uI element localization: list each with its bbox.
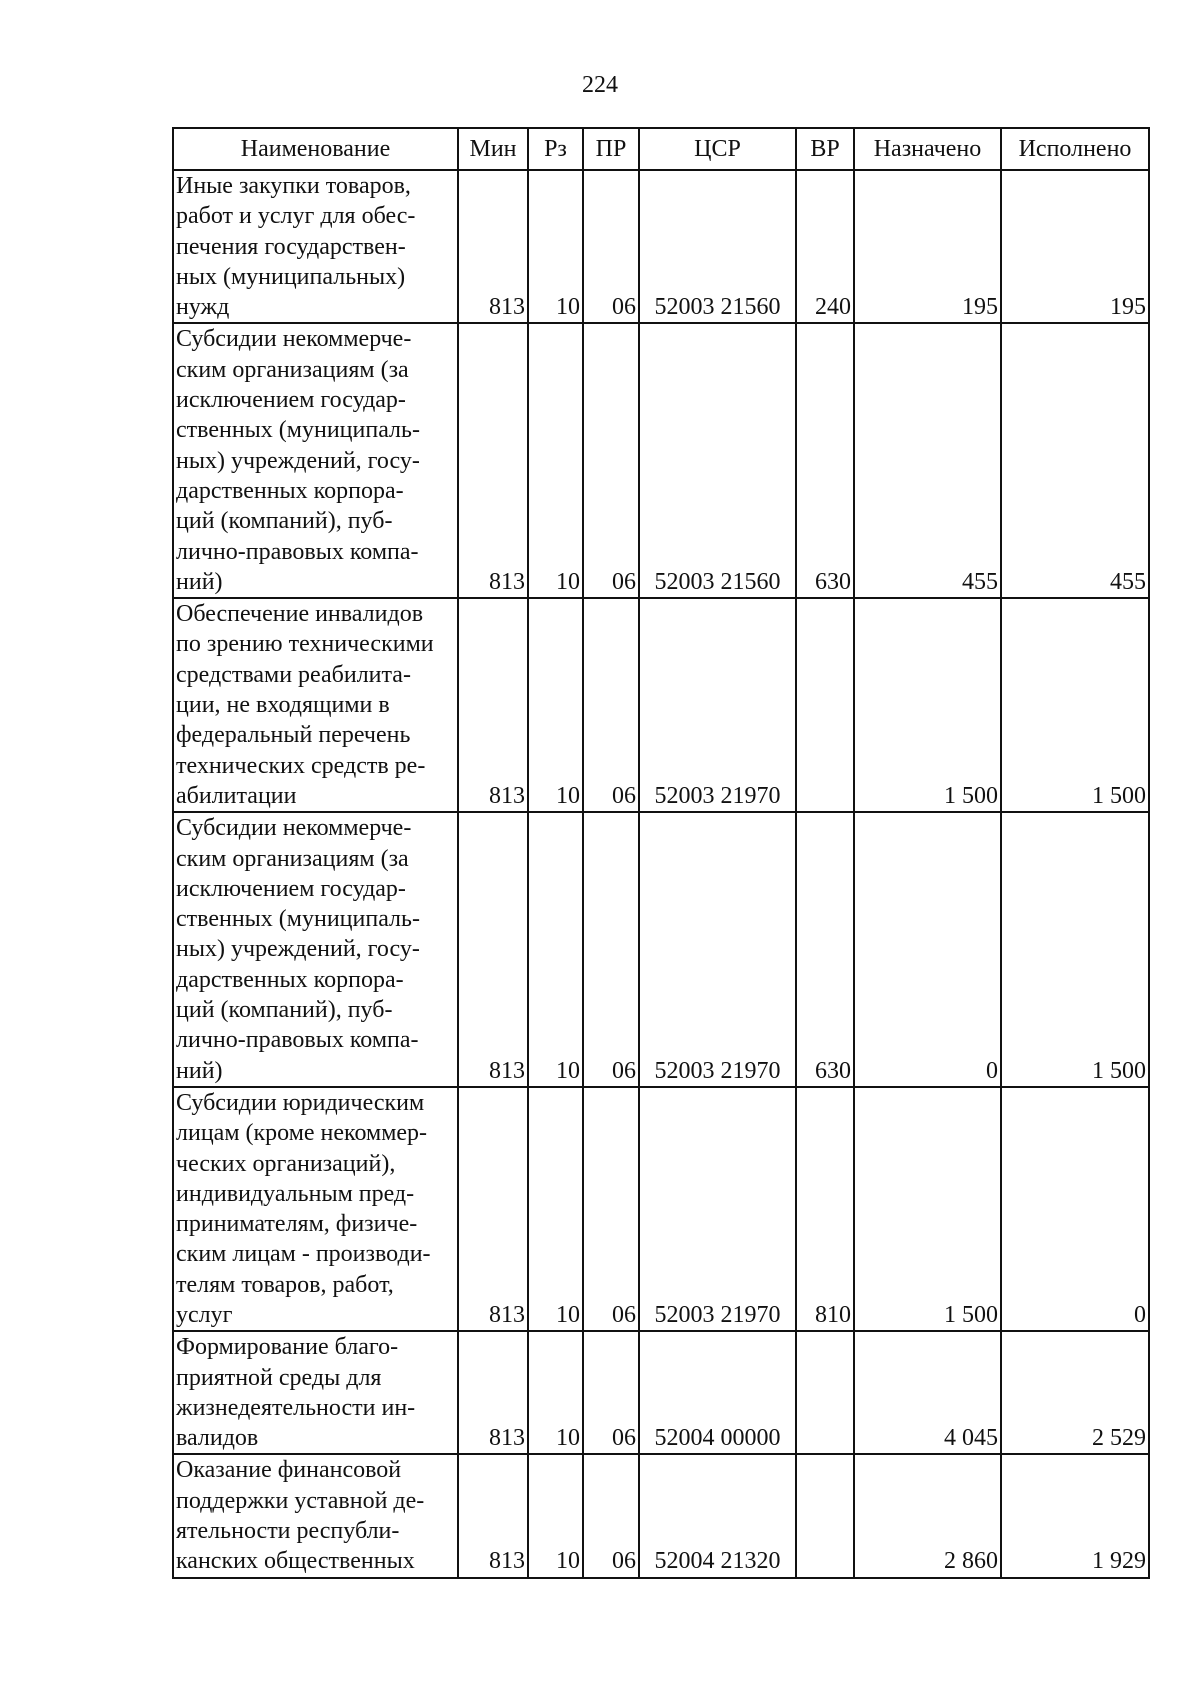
row-assigned: 2 860 [854,1454,1001,1577]
row-vr [796,1331,854,1454]
header-executed: Исполнено [1001,128,1149,170]
table-row [173,1454,1149,1577]
row-assigned: 455 [854,323,1001,598]
row-csr: 52003 21560 [639,323,796,598]
row-executed: 195 [1001,170,1149,323]
row-vr: 630 [796,812,854,1087]
row-name: Субсидии юридическим лицам (кроме некоммер- ческих организаций), индивидуальным пред- принимателям, физиче- ским лицам - производи- телям товаров, работ, услуг [173,1087,458,1331]
row-name: Субсидии некоммерче- ским организациям (за исключением государ- ственных (муниципаль- ных) учреждений, госу- дарственных корпора- ций (компаний), пуб- лично-правовых компа- ний) [173,812,458,1087]
row-pr: 06 [583,1331,639,1454]
row-rz: 10 [528,1454,583,1577]
row-assigned: 1 500 [854,1087,1001,1331]
table-row [173,1331,1149,1454]
table-row [173,323,1149,598]
row-csr: 52004 21320 [639,1454,796,1577]
header-pr: ПР [583,128,639,170]
row-executed: 0 [1001,1087,1149,1331]
page-number: 224 [582,72,618,98]
row-vr: 240 [796,170,854,323]
row-rz: 10 [528,598,583,812]
header-assigned: Назначено [854,128,1001,170]
row-name: Иные закупки товаров, работ и услуг для обес- печения государствен- ных (муниципальных) нужд [173,170,458,323]
row-pr: 06 [583,1454,639,1577]
row-executed: 1 500 [1001,598,1149,812]
row-min: 813 [458,1087,528,1331]
row-name: Формирование благо- приятной среды для жизнедеятельности ин- валидов [173,1331,458,1454]
row-name: Субсидии некоммерче- ским организациям (за исключением государ- ственных (муниципаль- ных) учреждений, госу- дарственных корпора- ций (компаний), пуб- лично-правовых компа- ний) [173,323,458,598]
row-assigned: 195 [854,170,1001,323]
table-row [173,598,1149,812]
header-row [173,128,1149,170]
row-csr: 52003 21970 [639,812,796,1087]
table-row [173,1087,1149,1331]
row-name: Обеспечение инвалидов по зрению техническими средствами реабилита- ции, не входящими в федеральный перечень технических средств ре- абилитации [173,598,458,812]
row-csr: 52003 21560 [639,170,796,323]
row-rz: 10 [528,1087,583,1331]
row-rz: 10 [528,170,583,323]
row-min: 813 [458,812,528,1087]
row-pr: 06 [583,323,639,598]
row-min: 813 [458,1331,528,1454]
header-rz: Рз [528,128,583,170]
budget-table [172,127,1150,1579]
row-assigned: 4 045 [854,1331,1001,1454]
table-row [173,812,1149,1087]
row-min: 813 [458,170,528,323]
row-pr: 06 [583,598,639,812]
row-vr [796,1454,854,1577]
row-pr: 06 [583,170,639,323]
row-executed: 1 929 [1001,1454,1149,1577]
row-csr: 52004 00000 [639,1331,796,1454]
row-csr: 52003 21970 [639,1087,796,1331]
row-executed: 455 [1001,323,1149,598]
header-name: Наименование [173,128,458,170]
row-pr: 06 [583,812,639,1087]
header-csr: ЦСР [639,128,796,170]
row-min: 813 [458,323,528,598]
row-vr [796,598,854,812]
row-executed: 1 500 [1001,812,1149,1087]
row-pr: 06 [583,1087,639,1331]
header-vr: ВР [796,128,854,170]
row-rz: 10 [528,812,583,1087]
row-min: 813 [458,1454,528,1577]
row-vr: 630 [796,323,854,598]
row-rz: 10 [528,323,583,598]
row-vr: 810 [796,1087,854,1331]
row-executed: 2 529 [1001,1331,1149,1454]
row-assigned: 1 500 [854,598,1001,812]
header-min: Мин [458,128,528,170]
row-csr: 52003 21970 [639,598,796,812]
table-row [173,170,1149,323]
row-min: 813 [458,598,528,812]
row-name: Оказание финансовой поддержки уставной де- ятельности республи- канских общественных [173,1454,458,1577]
row-assigned: 0 [854,812,1001,1087]
row-rz: 10 [528,1331,583,1454]
